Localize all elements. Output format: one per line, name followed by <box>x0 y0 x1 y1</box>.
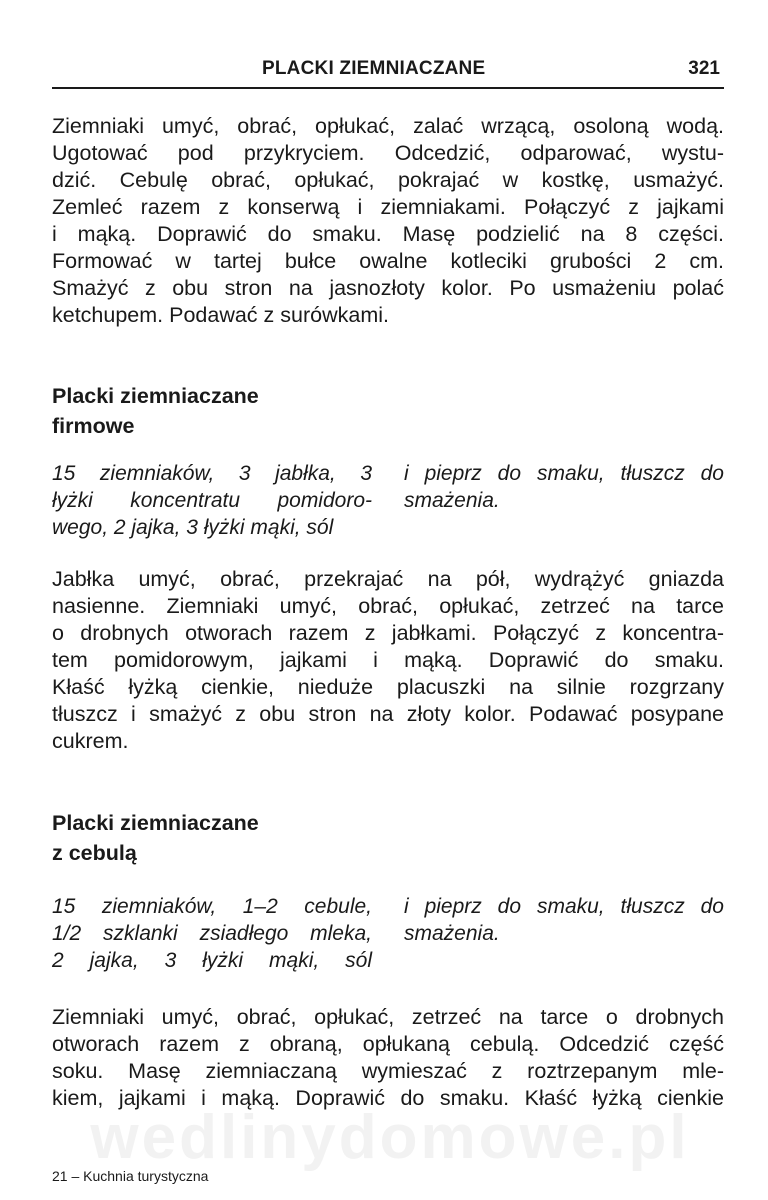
text-line: cukrem. <box>52 729 129 753</box>
ingredients-right-column <box>404 460 724 514</box>
text-line: dzić. Cebulę obrać, opłukać, pokrajać w kostkę, usmażyć. <box>52 168 724 192</box>
recipe-title-line: Placki ziemniaczane <box>52 811 259 835</box>
text-line: nasienne. Ziemniaki umyć, obrać, opłukać, zetrzeć na tarce <box>52 594 724 618</box>
text-line: Zemleć razem z konserwą i ziemniakami. Połączyć z jajkami <box>52 195 724 219</box>
text-line: Ziemniaki umyć, obrać, opłukać, zalać wrzącą, osoloną wodą. <box>52 114 724 138</box>
intro-paragraph <box>52 113 724 329</box>
method-firmowe <box>52 566 724 755</box>
text-line: i mąką. Doprawić do smaku. Masę podzielić na 8 części. <box>52 222 724 246</box>
footer-signature: 21 – Kuchnia turystyczna <box>52 1168 209 1184</box>
text-line: tem pomidorowym, jajkami i mąką. Doprawić do smaku. <box>52 648 724 672</box>
ingredient-line: 15 ziemniaków, 1–2 cebule, <box>52 895 372 918</box>
ingredient-line: i pieprz do smaku, tłuszcz do <box>404 895 724 918</box>
text-line: ketchupem. Podawać z surówkami. <box>52 303 389 327</box>
ingredients-right-column <box>404 893 724 947</box>
running-header-title: PLACKI ZIEMNIACZANE <box>262 58 486 79</box>
recipe-title-firmowe <box>52 381 412 441</box>
ingredients-firmowe <box>52 460 724 541</box>
recipe-title-z-cebula <box>52 808 412 868</box>
ingredients-left-column <box>52 460 372 541</box>
text-line: otworach razem z obraną, opłukaną cebulą. Odcedzić część <box>52 1032 724 1056</box>
text-line: Ugotować pod przykryciem. Odcedzić, odparować, wystu- <box>52 141 724 165</box>
recipe-title-line: z cebulą <box>52 841 137 865</box>
text-line: o drobnych otworach razem z jabłkami. Połączyć z koncentra- <box>52 621 724 645</box>
text-line: Kłaść łyżką cienkie, nieduże placuszki na silnie rozgrzany <box>52 675 724 699</box>
text-line: Jabłka umyć, obrać, przekrajać na pół, wydrążyć gniazda <box>52 567 724 591</box>
ingredient-line: 2 jajka, 3 łyżki mąki, sól <box>52 949 372 972</box>
watermark: wedlinydomowe.pl <box>90 1103 690 1172</box>
text-line: tłuszcz i smażyć z obu stron na złoty kolor. Podawać posypane <box>52 702 724 726</box>
method-z-cebula <box>52 1004 724 1112</box>
text-line: kiem, jajkami i mąką. Doprawić do smaku. Kłaść łyżką cienkie <box>52 1086 724 1110</box>
running-header <box>52 57 724 89</box>
recipe-title-line: firmowe <box>52 414 135 438</box>
ingredient-line: 15 ziemniaków, 3 jabłka, 3 <box>52 462 372 485</box>
ingredients-left-column <box>52 893 372 974</box>
text-line: Ziemniaki umyć, obrać, opłukać, zetrzeć na tarce o drobnych <box>52 1005 724 1029</box>
ingredients-z-cebula <box>52 893 724 974</box>
text-line: soku. Masę ziemniaczaną wymieszać z roztrzepanym mle- <box>52 1059 724 1083</box>
recipe-title-line: Placki ziemniaczane <box>52 384 259 408</box>
ingredient-line: smażenia. <box>404 922 500 945</box>
ingredient-line: 1/2 szklanki zsiadłego mleka, <box>52 922 372 945</box>
ingredient-line: smażenia. <box>404 489 500 512</box>
page-number: 321 <box>688 58 720 79</box>
ingredient-line: wego, 2 jajka, 3 łyżki mąki, sól <box>52 516 334 539</box>
text-line: Formować w tartej bułce owalne kotleciki grubości 2 cm. <box>52 249 724 273</box>
ingredient-line: łyżki koncentratu pomidoro- <box>52 489 372 512</box>
ingredient-line: i pieprz do smaku, tłuszcz do <box>404 462 724 485</box>
text-line: Smażyć z obu stron na jasnozłoty kolor. Po usmażeniu polać <box>52 276 724 300</box>
